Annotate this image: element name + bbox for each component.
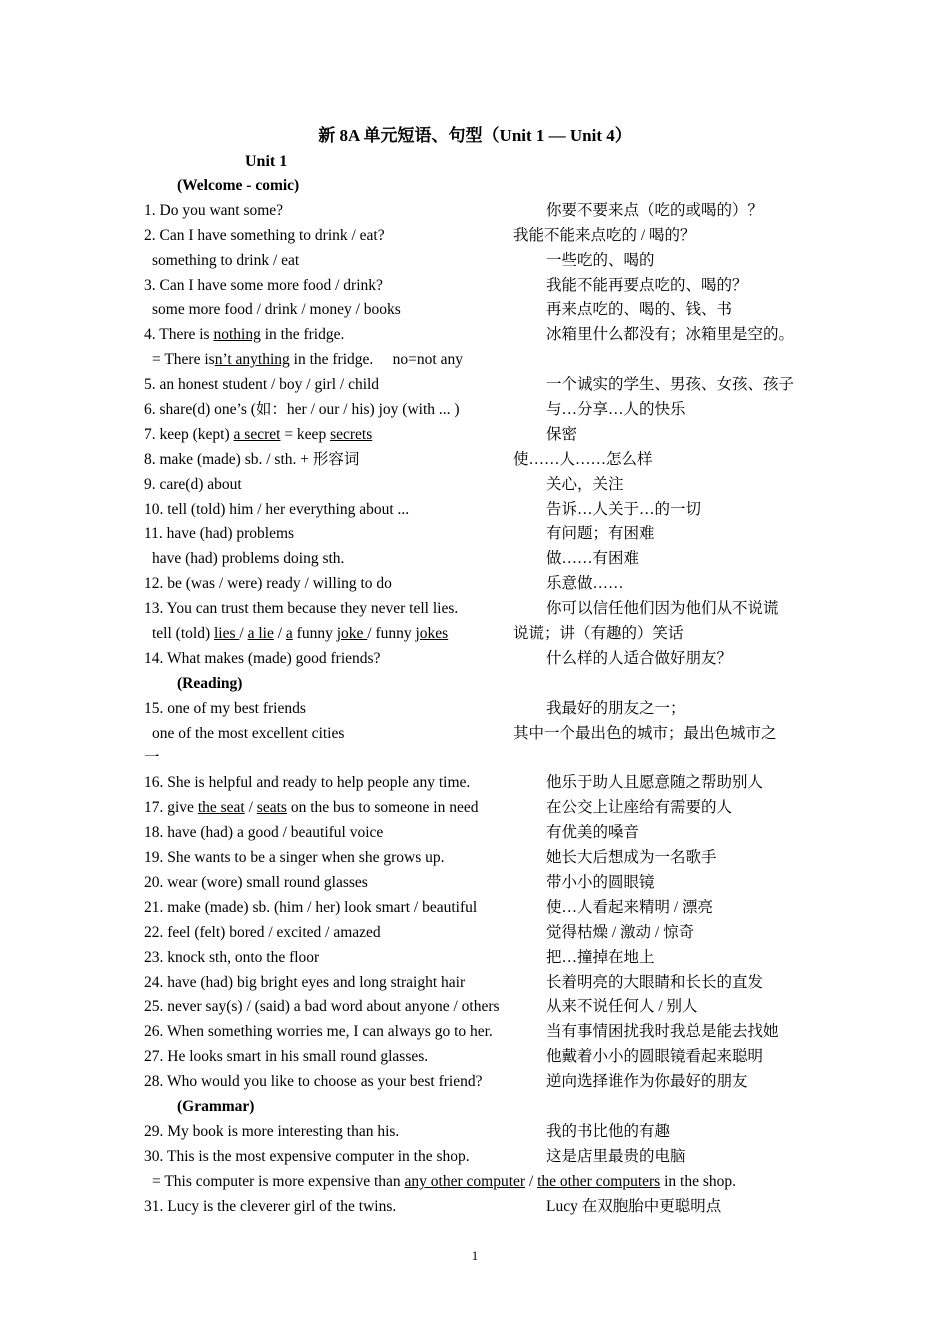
phrase-row (144, 597, 824, 622)
page-number: 1 (471, 1248, 479, 1263)
phrase-chinese: 长着明亮的大眼睛和长长的直发 (546, 973, 764, 991)
phrase-chinese: 逆向选择谁作为你最好的朋友 (546, 1073, 748, 1091)
phrase-chinese: 他乐于助人且愿意随之帮助别人 (546, 774, 764, 792)
phrase-row (144, 522, 824, 547)
phrase-chinese: 乐意做…… (546, 575, 624, 593)
phrase-english: 14. What makes (made) good friends? (144, 649, 381, 667)
phrase-english: 18. have (had) a good / beautiful voice (144, 824, 384, 842)
phrase-row (144, 622, 824, 647)
text-part: on the bus to someone in need (286, 799, 479, 817)
phrase-english: 25. never say(s) / (said) a bad word about anyone / others (144, 998, 500, 1016)
phrase-english (152, 348, 463, 373)
phrase-english: 6. share(d) one’s (如：her / our / his) joy (with ... ) (144, 401, 460, 419)
phrase-chinese: 我能不能再要点吃的、喝的？ (546, 276, 748, 294)
phrase-chinese: 使……人……怎么样 (513, 450, 653, 468)
phrase-row (144, 896, 824, 921)
phrase-row (144, 796, 824, 821)
underlined-text: nothing (213, 326, 261, 344)
phrase-row (144, 398, 824, 423)
text-part: = keep (280, 425, 331, 443)
phrase-row (144, 473, 824, 498)
section-heading-grammar: (Grammar) (177, 1097, 255, 1115)
phrase-chinese: 她长大后想成为一名歌手 (546, 849, 717, 867)
phrase-english (152, 1170, 736, 1195)
phrase-english (144, 796, 479, 821)
phrase-english: something to drink / eat (152, 251, 300, 269)
unit-heading: Unit 1 (245, 153, 288, 170)
phrase-row (144, 199, 824, 224)
text-part: / (273, 625, 286, 643)
phrase-chinese: 使…人看起来精明 / 漂亮 (546, 898, 714, 916)
text-part: funny (292, 625, 337, 643)
phrase-chinese: 你要不要来点（吃的或喝的）？ (546, 201, 764, 219)
section-heading-row (144, 672, 824, 697)
phrase-row (144, 373, 824, 398)
phrase-row (144, 423, 824, 448)
phrase-chinese: 有问题；有困难 (546, 525, 655, 543)
phrase-chinese: 我能不能来点吃的 / 喝的？ (513, 226, 696, 244)
phrase-english: 22. feel (felt) bored / excited / amazed (144, 923, 381, 941)
phrase-chinese: 一些吃的、喝的 (546, 251, 655, 269)
text-part: / (525, 1172, 538, 1190)
phrase-row (144, 647, 824, 672)
text-part: 17. give (144, 799, 198, 817)
phrase-row (144, 298, 824, 323)
phrase-chinese: 觉得枯燥 / 激动 / 惊奇 (546, 923, 695, 941)
phrase-english: 5. an honest student / boy / girl / child (144, 376, 380, 394)
text-part: / (244, 799, 257, 817)
underlined-text: lies (214, 625, 240, 643)
phrase-chinese: 这是店里最贵的电脑 (546, 1147, 686, 1165)
text-part: = This computer is more expensive than (152, 1172, 405, 1190)
phrase-row (144, 1195, 824, 1220)
phrase-row (144, 746, 824, 771)
phrase-row (144, 821, 824, 846)
phrase-chinese: 有优美的嗓音 (546, 824, 640, 842)
phrase-english: 一 (144, 749, 160, 767)
phrase-english: 10. tell (told) him / her everything about ... (144, 500, 410, 518)
phrase-chinese: 带小小的圆眼镜 (546, 873, 655, 891)
underlined-text: secrets (330, 425, 373, 443)
phrase-chinese: 再来点吃的、喝的、钱、书 (546, 301, 733, 319)
phrase-english: 12. be (was / were) ready / willing to do (144, 575, 392, 593)
phrase-english: 19. She wants to be a singer when she grows up. (144, 849, 445, 867)
phrase-chinese: 你可以信任他们因为他们从不说谎 (546, 600, 779, 618)
phrase-english: 27. He looks smart in his small round glasses. (144, 1048, 429, 1066)
phrase-english: 9. care(d) about (144, 475, 242, 493)
text-part: in the shop. (660, 1172, 736, 1190)
section-heading-reading: (Reading) (177, 674, 243, 692)
phrase-chinese: 在公交上让座给有需要的人 (546, 799, 733, 817)
phrase-row (144, 448, 824, 473)
phrase-english: 23. knock sth, onto the floor (144, 948, 320, 966)
phrase-english: have (had) problems doing sth. (152, 550, 345, 568)
underlined-text: seats (256, 799, 287, 817)
phrase-chinese: 把…撞掉在地上 (546, 948, 655, 966)
phrase-english: 1. Do you want some? (144, 201, 284, 219)
underlined-text: any other computer (404, 1172, 526, 1190)
phrase-row (144, 1020, 824, 1045)
phrase-row (144, 946, 824, 971)
phrase-chinese: 我最好的朋友之一； (546, 699, 686, 717)
document-title: 新 8A 单元短语、句型（Unit 1 — Unit 4） (318, 126, 632, 145)
text-part: in the fridge. (260, 326, 345, 344)
phrase-chinese: Lucy 在双胞胎中更聪明点 (546, 1197, 722, 1215)
phrase-row (144, 722, 824, 747)
phrase-chinese: 他戴着小小的圆眼镜看起来聪明 (546, 1048, 764, 1066)
text-part: tell (told) (152, 625, 214, 643)
phrase-chinese: 一个诚实的学生、男孩、女孩、孩子 (546, 376, 795, 394)
phrase-row (144, 1045, 824, 1070)
phrase-row (144, 771, 824, 796)
phrase-english: 28. Who would you like to choose as your best friend? (144, 1073, 483, 1091)
phrase-chinese: 做……有困难 (546, 550, 640, 568)
phrase-row (144, 921, 824, 946)
phrase-row (144, 1170, 824, 1195)
text-part: 4. There is (144, 326, 214, 344)
phrase-english: some more food / drink / money / books (152, 301, 401, 319)
section-heading-row (144, 1095, 824, 1120)
phrase-chinese: 从来不说任何人 / 别人 (546, 998, 698, 1016)
text-part: in the fridge. no=not any (289, 351, 463, 369)
phrase-chinese: 关心，关注 (546, 475, 624, 493)
text-part: = There is (152, 351, 215, 369)
phrase-english: 11. have (had) problems (144, 525, 295, 543)
underlined-text: a lie (247, 625, 274, 643)
phrase-chinese: 保密 (546, 425, 578, 443)
underlined-text: the seat (197, 799, 245, 817)
phrase-chinese: 说谎；讲（有趣的）笑话 (513, 625, 684, 643)
text-part: / (239, 625, 248, 643)
phrase-row (144, 498, 824, 523)
underlined-text: joke (336, 625, 368, 643)
phrase-english: 29. My book is more interesting than his. (144, 1122, 400, 1140)
phrase-row (144, 846, 824, 871)
underlined-text: a secret (233, 425, 281, 443)
phrase-row (144, 995, 824, 1020)
phrase-english: 13. You can trust them because they never tell lies. (144, 600, 459, 618)
phrase-english: 3. Can I have some more food / drink? (144, 276, 383, 294)
phrase-chinese: 与…分享…人的快乐 (546, 401, 686, 419)
phrase-row (144, 871, 824, 896)
phrase-english: 15. one of my best friends (144, 699, 306, 717)
phrase-english: 24. have (had) big bright eyes and long straight hair (144, 973, 466, 991)
phrase-english (144, 423, 372, 448)
phrase-english: 2. Can I have something to drink / eat? (144, 226, 385, 244)
phrase-row (144, 1120, 824, 1145)
phrase-list (144, 174, 824, 1219)
text-part: / funny (367, 625, 416, 643)
underlined-text: a (285, 625, 293, 643)
phrase-english: 8. make (made) sb. / sth. + 形容词 (144, 450, 360, 468)
phrase-chinese: 其中一个最出色的城市；最出色城市之 (513, 724, 777, 742)
phrase-row (144, 1145, 824, 1170)
text-part: 7. keep (kept) (144, 425, 234, 443)
phrase-row (144, 249, 824, 274)
underlined-text: n’t anything (214, 351, 290, 369)
section-heading-welcome: (Welcome - comic) (177, 177, 300, 194)
phrase-english (144, 323, 344, 348)
phrase-row (144, 348, 824, 373)
phrase-english (152, 622, 448, 647)
phrase-row (144, 1070, 824, 1095)
phrase-english: 21. make (made) sb. (him / her) look smart / beautiful (144, 898, 478, 916)
phrase-chinese: 冰箱里什么都没有；冰箱里是空的。 (546, 326, 795, 344)
phrase-row (144, 971, 824, 996)
phrase-chinese: 我的书比他的有趣 (546, 1122, 671, 1140)
phrase-english: 31. Lucy is the cleverer girl of the twins. (144, 1197, 397, 1215)
phrase-english: 26. When something worries me, I can always go to her. (144, 1023, 493, 1041)
phrase-english: one of the most excellent cities (152, 724, 345, 742)
phrase-chinese: 什么样的人适合做好朋友？ (546, 649, 733, 667)
phrase-row (144, 323, 824, 348)
phrase-row (144, 572, 824, 597)
underlined-text: the other computers (537, 1172, 661, 1190)
underlined-text: jokes (415, 625, 449, 643)
phrase-chinese: 当有事情困扰我时我总是能去找她 (546, 1023, 779, 1041)
phrase-row (144, 547, 824, 572)
phrase-row (144, 224, 824, 249)
phrase-english: 16. She is helpful and ready to help people any time. (144, 774, 471, 792)
phrase-row (144, 274, 824, 299)
phrase-english: 20. wear (wore) small round glasses (144, 873, 368, 891)
phrase-english: 30. This is the most expensive computer in the shop. (144, 1147, 470, 1165)
phrase-chinese: 告诉…人关于…的一切 (546, 500, 702, 518)
phrase-row (144, 697, 824, 722)
section-heading-row (144, 174, 824, 199)
